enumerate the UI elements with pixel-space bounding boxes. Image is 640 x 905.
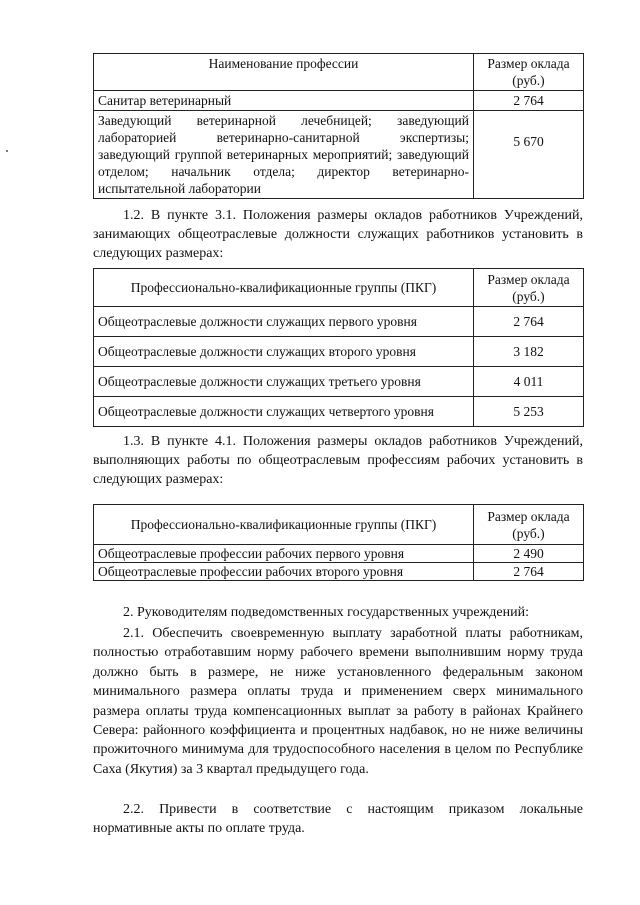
salary-value: 2 764 (474, 307, 584, 337)
header-profession: Наименование профессии (94, 54, 474, 91)
salary-value: 3 182 (474, 337, 584, 367)
pkg-workers-salary-table (93, 504, 584, 581)
paragraph-1-3: 1.3. В пункте 4.1. Положения размеры окладов работников Учреждений, выполняющих работы по общеотраслевым профессиям рабочих установить в следующих размерах: (93, 434, 583, 487)
salary-value: 2 490 (474, 545, 584, 563)
header-pkg: Профессионально-квалификационные группы (ПКГ) (94, 505, 474, 545)
header-salary: Размер оклада (руб.) (474, 505, 584, 545)
table-row (94, 91, 584, 111)
pkg-name: Общеотраслевые профессии рабочих второго уровня (94, 563, 474, 581)
pkg-employees-salary-table (93, 268, 584, 427)
table-row (94, 337, 584, 367)
pkg-name: Общеотраслевые должности служащих второго уровня (94, 337, 474, 367)
paragraph-1-2: 1.2. В пункте 3.1. Положения размеры окладов работников Учреждений, занимающих общеотраслевые должности служащих работников установить в следующих размерах: (93, 208, 583, 261)
header-salary: Размер оклада (руб.) (474, 54, 584, 91)
header-salary: Размер оклада (руб.) (474, 269, 584, 307)
salary-value: 2 764 (474, 91, 584, 111)
pkg-name: Общеотраслевые должности служащих первого уровня (94, 307, 474, 337)
profession-name: Санитар ветеринарный (94, 91, 474, 111)
profession-salary-table (93, 53, 584, 199)
pkg-name: Общеотраслевые должности служащих третьего уровня (94, 367, 474, 397)
header-pkg: Профессионально-квалификационные группы (ПКГ) (94, 269, 474, 307)
salary-value: 2 764 (474, 563, 584, 581)
salary-value: 4 011 (474, 367, 584, 397)
table-header-row (94, 269, 584, 307)
profession-name: Заведующий ветеринарной лечебницей; заведующий лабораторией ветеринарно-санитарной экспертизы; заведующий группой ветеринарных мероприятий; заведующий отделом; начальник отдела; директор ветеринарно-испытательной лаборатории (94, 111, 474, 199)
table-header-row (94, 54, 584, 91)
table-header-row (94, 505, 584, 545)
pkg-name: Общеотраслевые профессии рабочих первого уровня (94, 545, 474, 563)
table-row (94, 111, 584, 199)
table-row (94, 545, 584, 563)
table-row (94, 563, 584, 581)
paragraph-2-1: 2.1. Обеспечить своевременную выплату заработной платы работникам, полностью отработавшим норму рабочего времени выполнившим норму труда должно быть в размере, не ниже установленного федеральным законом минимального размера оплаты труда и применением сверх минимального размера оплаты труда компенсационных выплат за работу в районах Крайнего Севера: районного коэффициента и процентных надбавок, но не ниже величины прожиточного минимума для трудоспособного населения в целом по Республике Саха (Якутия) за 3 квартал предыдущего года. (93, 626, 583, 777)
paragraph-2: 2. Руководителям подведомственных государственных учреждений: (123, 605, 529, 620)
salary-value: 5 670 (474, 111, 584, 199)
table-row (94, 307, 584, 337)
scan-speck (6, 150, 8, 152)
table-row (94, 397, 584, 427)
salary-value: 5 253 (474, 397, 584, 427)
table-row (94, 367, 584, 397)
paragraph-2-2: 2.2. Привести в соответствие с настоящим приказом локальные нормативные акты по оплате труда. (93, 802, 583, 836)
pkg-name: Общеотраслевые должности служащих четвертого уровня (94, 397, 474, 427)
